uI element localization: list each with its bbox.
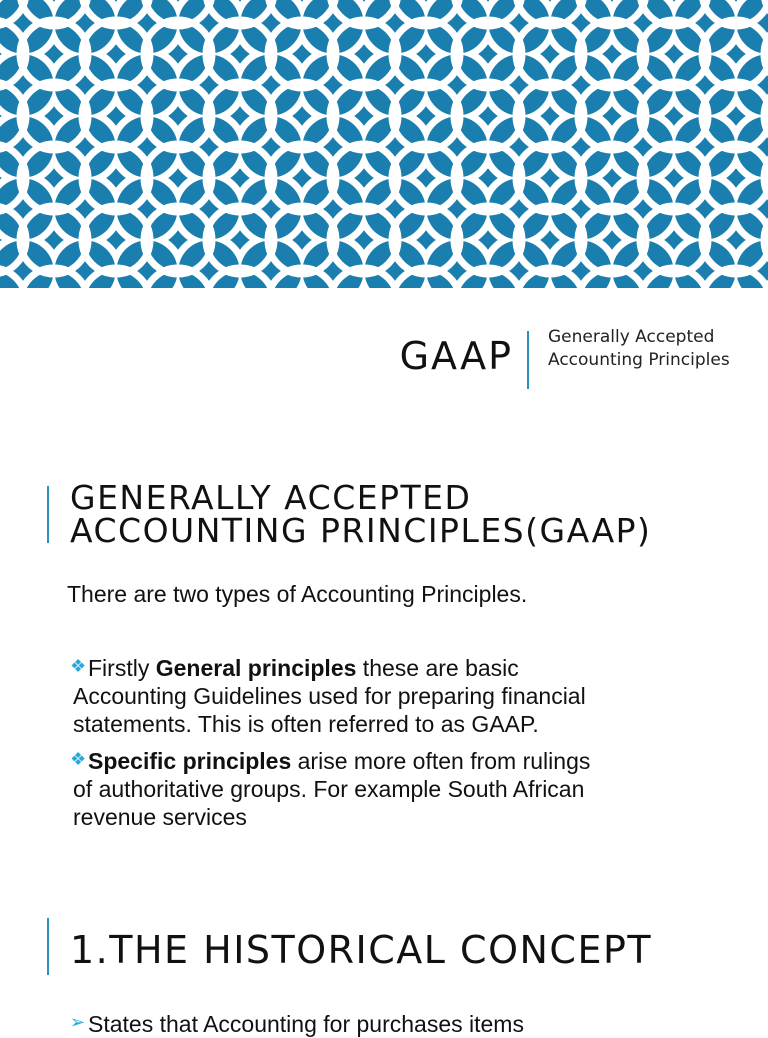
bullet-line2: Accounting Guidelines used for preparing financial xyxy=(73,683,586,709)
four-diamond-bullet-icon: ❖ xyxy=(70,749,87,769)
title-slide xyxy=(0,288,768,438)
bullet-line1-rest: these are basic xyxy=(356,655,519,681)
bullet-lead: Firstly xyxy=(88,655,156,681)
intro-text: There are two types of Accounting Principles. xyxy=(67,581,528,607)
bullet-line3: revenue services xyxy=(73,804,247,830)
circle-pattern-image xyxy=(0,0,768,288)
four-diamond-bullet-icon: ❖ xyxy=(70,656,87,676)
bullet-line1-rest: arise more often from rulings xyxy=(291,748,591,774)
decorative-banner xyxy=(0,0,768,288)
slide-heading-line1: GENERALLY ACCEPTED xyxy=(70,478,472,517)
heading-accent-bar xyxy=(47,486,49,543)
slide-title: GAAP xyxy=(399,334,513,378)
bullet-line3: statements. This is often referred to as GAAP. xyxy=(73,711,539,737)
bullet-historical-partial xyxy=(70,1010,670,1038)
arrow-bullet-icon: ➢ xyxy=(70,1012,86,1032)
bullet-bold-term: Specific principles xyxy=(88,748,292,774)
slide-heading-line2: ACCOUNTING PRINCIPLES(GAAP) xyxy=(70,511,652,550)
slide-subtitle: Generally Accepted Accounting Principles xyxy=(548,327,730,370)
bullet-general-principles xyxy=(70,654,670,738)
bullet-line2: of authoritative groups. For example South African xyxy=(73,776,585,802)
bullet-specific-principles xyxy=(70,747,670,831)
bullet-text: States that Accounting for purchases items xyxy=(88,1011,524,1037)
heading-accent-bar xyxy=(47,918,49,975)
title-divider xyxy=(527,331,529,389)
bullet-bold-term: General principles xyxy=(155,655,357,681)
slide-heading: 1.THE HISTORICAL CONCEPT xyxy=(70,928,653,972)
banner-rings xyxy=(0,0,768,288)
